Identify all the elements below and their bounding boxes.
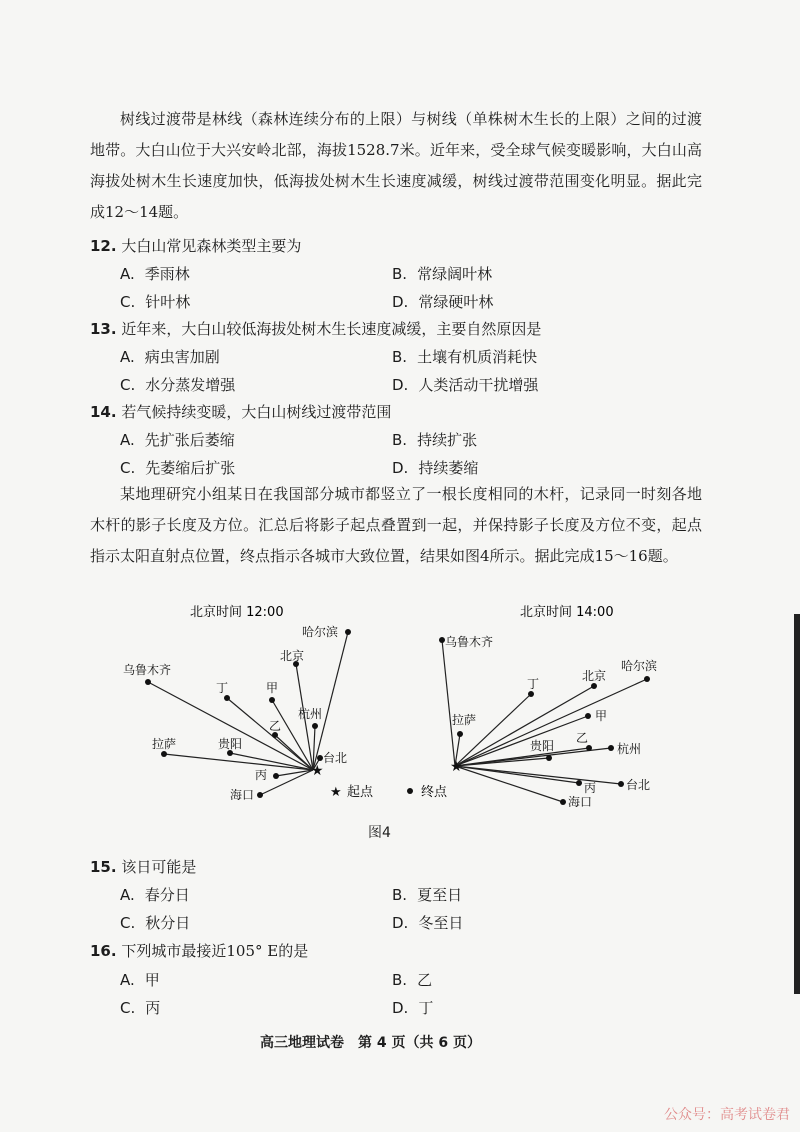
end-point-hangzhou	[608, 745, 614, 751]
label-urumqi: 乌鲁木齐	[445, 635, 494, 649]
start-star-left: ★	[311, 763, 324, 779]
label-beijing: 北京	[280, 649, 305, 663]
end-point-haikou	[560, 799, 566, 805]
legend-end-label: 终点	[421, 785, 448, 800]
legend-star-icon: ★	[330, 785, 342, 800]
end-point-beijing	[591, 683, 597, 689]
label-hangzhou: 杭州	[298, 707, 323, 721]
label-bing: 丙	[255, 768, 268, 782]
option-d[interactable]: D. 丁	[392, 999, 434, 1017]
question-14	[90, 402, 391, 422]
end-point-urumqi	[145, 679, 151, 685]
end-point-bing	[273, 773, 279, 779]
label-jia: 甲	[266, 681, 279, 695]
question-13	[90, 319, 541, 339]
option-d[interactable]: D. 持续萎缩	[392, 459, 479, 477]
option-d[interactable]: D. 常绿硬叶林	[392, 293, 494, 311]
end-point-taibei	[618, 781, 624, 787]
question-12	[90, 236, 301, 256]
option-b[interactable]: B. 持续扩张	[392, 431, 478, 449]
option-a[interactable]: A. 春分日	[120, 886, 190, 904]
option-c[interactable]: C. 水分蒸发增强	[120, 376, 236, 394]
label-guiyang: 贵阳	[530, 739, 555, 753]
option-a[interactable]: A. 季雨林	[120, 265, 190, 283]
legend-start-label: 起点	[347, 785, 374, 800]
question-number: 15.	[90, 858, 117, 876]
option-d[interactable]: D. 人类活动干扰增强	[392, 376, 539, 394]
end-point-ding	[224, 695, 230, 701]
label-beijing: 北京	[582, 669, 607, 683]
page-footer: 高三地理试卷 第 4 页（共 6 页）	[260, 1035, 481, 1051]
label-jia: 甲	[595, 709, 608, 723]
label-bing: 丙	[584, 781, 597, 795]
question-stem: 该日可能是	[121, 858, 197, 876]
end-point-jia	[585, 713, 591, 719]
option-a[interactable]: A. 甲	[120, 971, 160, 989]
shadow-diagram	[90, 590, 710, 840]
option-b[interactable]: B. 常绿阔叶林	[392, 265, 493, 283]
figure-4	[90, 590, 710, 840]
label-urumqi: 乌鲁木齐	[123, 663, 172, 677]
label-ding: 丁	[216, 681, 229, 695]
question-number: 13.	[90, 320, 117, 338]
shadow-line-harbin	[313, 632, 348, 770]
option-c[interactable]: C. 丙	[120, 999, 161, 1017]
question-stem: 近年来，大白山较低海拔处树木生长速度减缓，主要自然原因是	[121, 320, 542, 338]
question-stem: 大白山常见森林类型主要为	[121, 237, 302, 255]
option-c[interactable]: C. 先萎缩后扩张	[120, 459, 236, 477]
label-haikou: 海口	[568, 795, 593, 809]
end-point-guiyang	[546, 755, 552, 761]
option-b[interactable]: B. 土壤有机质消耗快	[392, 348, 538, 366]
start-star-right: ★	[450, 759, 463, 775]
end-point-harbin	[644, 676, 650, 682]
end-point-hangzhou	[312, 723, 318, 729]
label-harbin: 哈尔滨	[302, 625, 339, 639]
option-b[interactable]: B. 乙	[392, 971, 433, 989]
option-a[interactable]: A. 先扩张后萎缩	[120, 431, 235, 449]
label-guiyang: 贵阳	[218, 737, 243, 751]
watermark: 公众号：高考试卷君	[664, 1107, 790, 1123]
label-ding: 丁	[527, 677, 540, 691]
label-yi: 乙	[269, 719, 282, 733]
label-lhasa: 拉萨	[152, 737, 177, 751]
shadow-line-urumqi	[148, 682, 313, 770]
shadow-line-urumqi	[442, 640, 455, 766]
label-haikou: 海口	[230, 788, 255, 802]
label-hangzhou: 杭州	[617, 742, 642, 756]
question-16	[90, 941, 308, 961]
end-point-jia	[269, 697, 275, 703]
shadow-line-lhasa	[164, 754, 313, 770]
end-point-harbin	[345, 629, 351, 635]
end-point-yi	[586, 745, 592, 751]
page-edge-shadow	[794, 614, 800, 994]
right-panel-title: 北京时间 14:00	[520, 605, 614, 620]
label-harbin: 哈尔滨	[621, 659, 658, 673]
question-number: 12.	[90, 237, 117, 255]
end-point-lhasa	[161, 751, 167, 757]
shadow-line-ding	[455, 694, 531, 766]
shadow-line-guiyang	[230, 753, 313, 770]
end-point-bing	[576, 780, 582, 786]
label-taibei: 台北	[323, 751, 348, 765]
left-panel-title: 北京时间 12:00	[190, 605, 284, 620]
passage-shadow-experiment: 某地理研究小组某日在我国部分城市都竖立了一根长度相同的木杆，记录同一时刻各地木杆的影子长度及方位。汇总后将影子起点叠置到一起，并保持影子长度及方位不变，起点指示太阳直射点位置，终点指示各城市大致位置，结果如图4所示。据此完成15～16题。	[90, 485, 702, 565]
question-stem: 下列城市最接近105° E的是	[121, 942, 309, 960]
label-yi: 乙	[576, 731, 589, 745]
shadow-line-taibei	[455, 766, 621, 784]
option-c[interactable]: C. 针叶林	[120, 293, 191, 311]
label-taibei: 台北	[626, 778, 651, 792]
passage-treeline: 树线过渡带是林线（森林连续分布的上限）与树线（单株树木生长的上限）之间的过渡地带。大白山位于大兴安岭北部，海拔1528.7米。近年来，受全球气候变暖影响，大白山高海拔处树木生长速度加快，低海拔处树木生长速度减缓，树线过渡带范围变化明显。据此完成12～14题。	[90, 110, 702, 221]
question-number: 14.	[90, 403, 117, 421]
end-point-ding	[528, 691, 534, 697]
question-number: 16.	[90, 942, 117, 960]
question-stem: 若气候持续变暖，大白山树线过渡带范围	[121, 403, 392, 421]
label-lhasa: 拉萨	[452, 713, 477, 727]
option-a[interactable]: A. 病虫害加剧	[120, 348, 220, 366]
legend-dot-icon	[407, 788, 413, 794]
option-c[interactable]: C. 秋分日	[120, 914, 191, 932]
figure-caption: 图4	[368, 825, 391, 841]
end-point-haikou	[257, 792, 263, 798]
end-point-lhasa	[457, 731, 463, 737]
option-d[interactable]: D. 冬至日	[392, 914, 464, 932]
question-15	[90, 857, 196, 877]
option-b[interactable]: B. 夏至日	[392, 886, 463, 904]
